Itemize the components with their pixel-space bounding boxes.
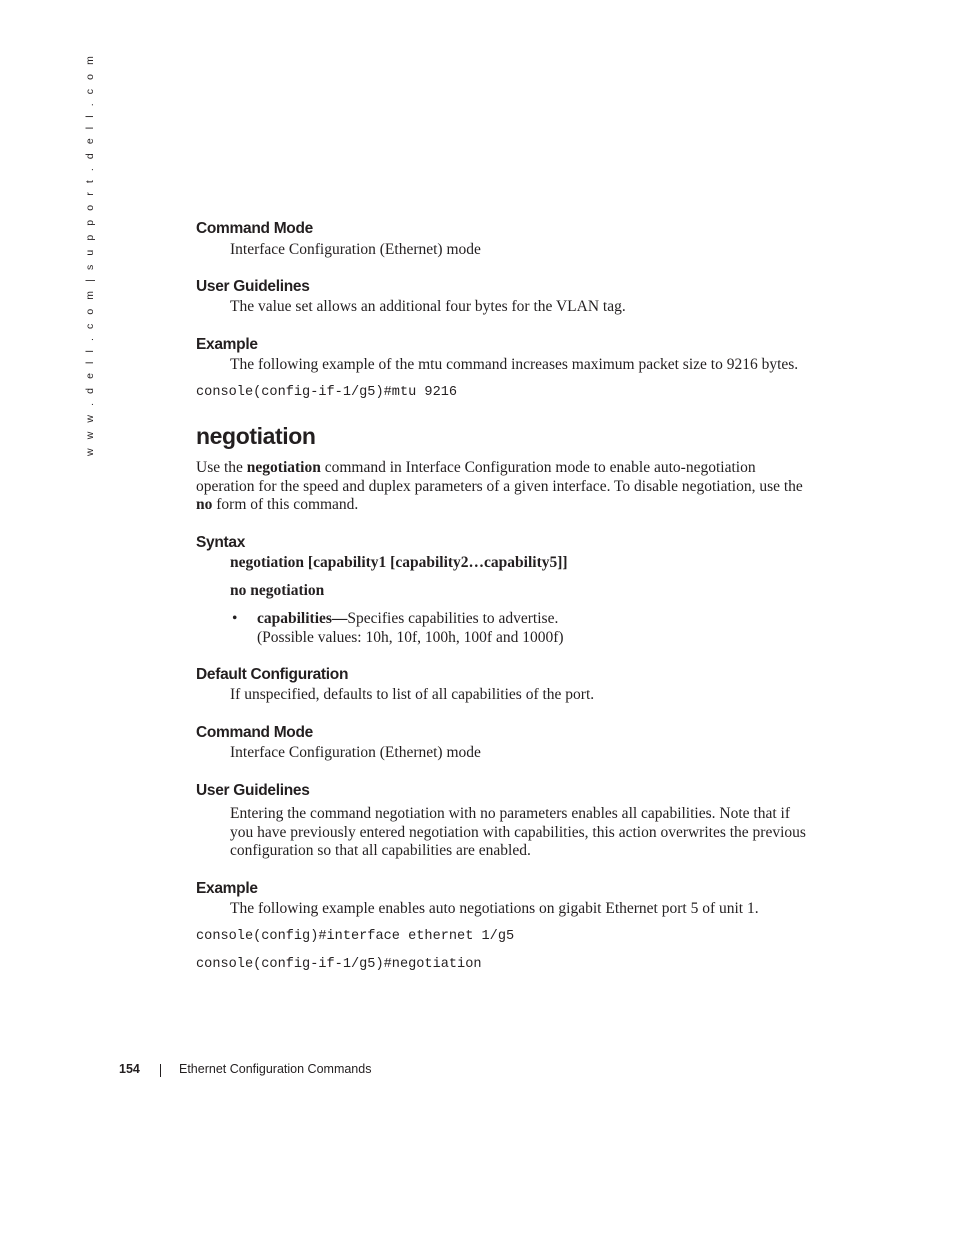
- section-heading-user-guidelines: User Guidelines: [196, 278, 310, 295]
- intro-line: no form of this command.: [196, 496, 359, 513]
- body-text: Interface Configuration (Ethernet) mode: [230, 241, 481, 258]
- section-heading-syntax: Syntax: [196, 534, 246, 551]
- parameter-values: (Possible values: 10h, 10f, 100h, 100f and 1000f): [257, 629, 564, 646]
- command-title: negotiation: [196, 423, 316, 449]
- section-heading-default-configuration: Default Configuration: [196, 666, 349, 683]
- body-text: The following example of the mtu command increases maximum packet size to 9216 bytes.: [230, 356, 799, 373]
- body-text: The value set allows an additional four bytes for the VLAN tag.: [230, 298, 626, 315]
- side-url: w w w . d e l l . c o m | s u p p o r t . d e l l . c o m: [84, 53, 96, 456]
- section-heading-command-mode: Command Mode: [196, 220, 313, 237]
- section-heading-example: Example: [196, 336, 258, 353]
- bullet-icon: •: [232, 610, 238, 627]
- syntax-line: negotiation [capability1 [capability2…capability5]]: [230, 554, 568, 571]
- page-number: 154: [119, 1062, 140, 1076]
- code-line: console(config)#interface ethernet 1/g5: [196, 929, 515, 944]
- body-text: configuration so that all capabilities are enabled.: [230, 842, 531, 859]
- intro-line: operation for the speed and duplex parameters of a given interface. To disable negotiation, use the: [196, 478, 803, 495]
- body-text: you have previously entered negotiation with capabilities, this action overwrites the previous: [230, 824, 806, 841]
- section-heading-example: Example: [196, 880, 258, 897]
- body-text: If unspecified, defaults to list of all capabilities of the port.: [230, 686, 595, 703]
- section-heading-command-mode: Command Mode: [196, 724, 313, 741]
- code-line: console(config-if-1/g5)#mtu 9216: [196, 385, 458, 400]
- footer-title: Ethernet Configuration Commands: [179, 1062, 372, 1076]
- body-text: Entering the command negotiation with no parameters enables all capabilities. Note that if: [230, 805, 790, 822]
- syntax-line: no negotiation: [230, 582, 325, 599]
- body-text: Interface Configuration (Ethernet) mode: [230, 744, 481, 761]
- section-heading-user-guidelines: User Guidelines: [196, 782, 310, 799]
- footer-separator: [160, 1064, 161, 1077]
- code-line: console(config-if-1/g5)#negotiation: [196, 957, 482, 972]
- parameter-description: capabilities—Specifies capabilities to advertise.: [257, 610, 559, 627]
- body-text: The following example enables auto negotiations on gigabit Ethernet port 5 of unit 1.: [230, 900, 759, 917]
- intro-line: Use the negotiation command in Interface Configuration mode to enable auto-negotiation: [196, 459, 756, 476]
